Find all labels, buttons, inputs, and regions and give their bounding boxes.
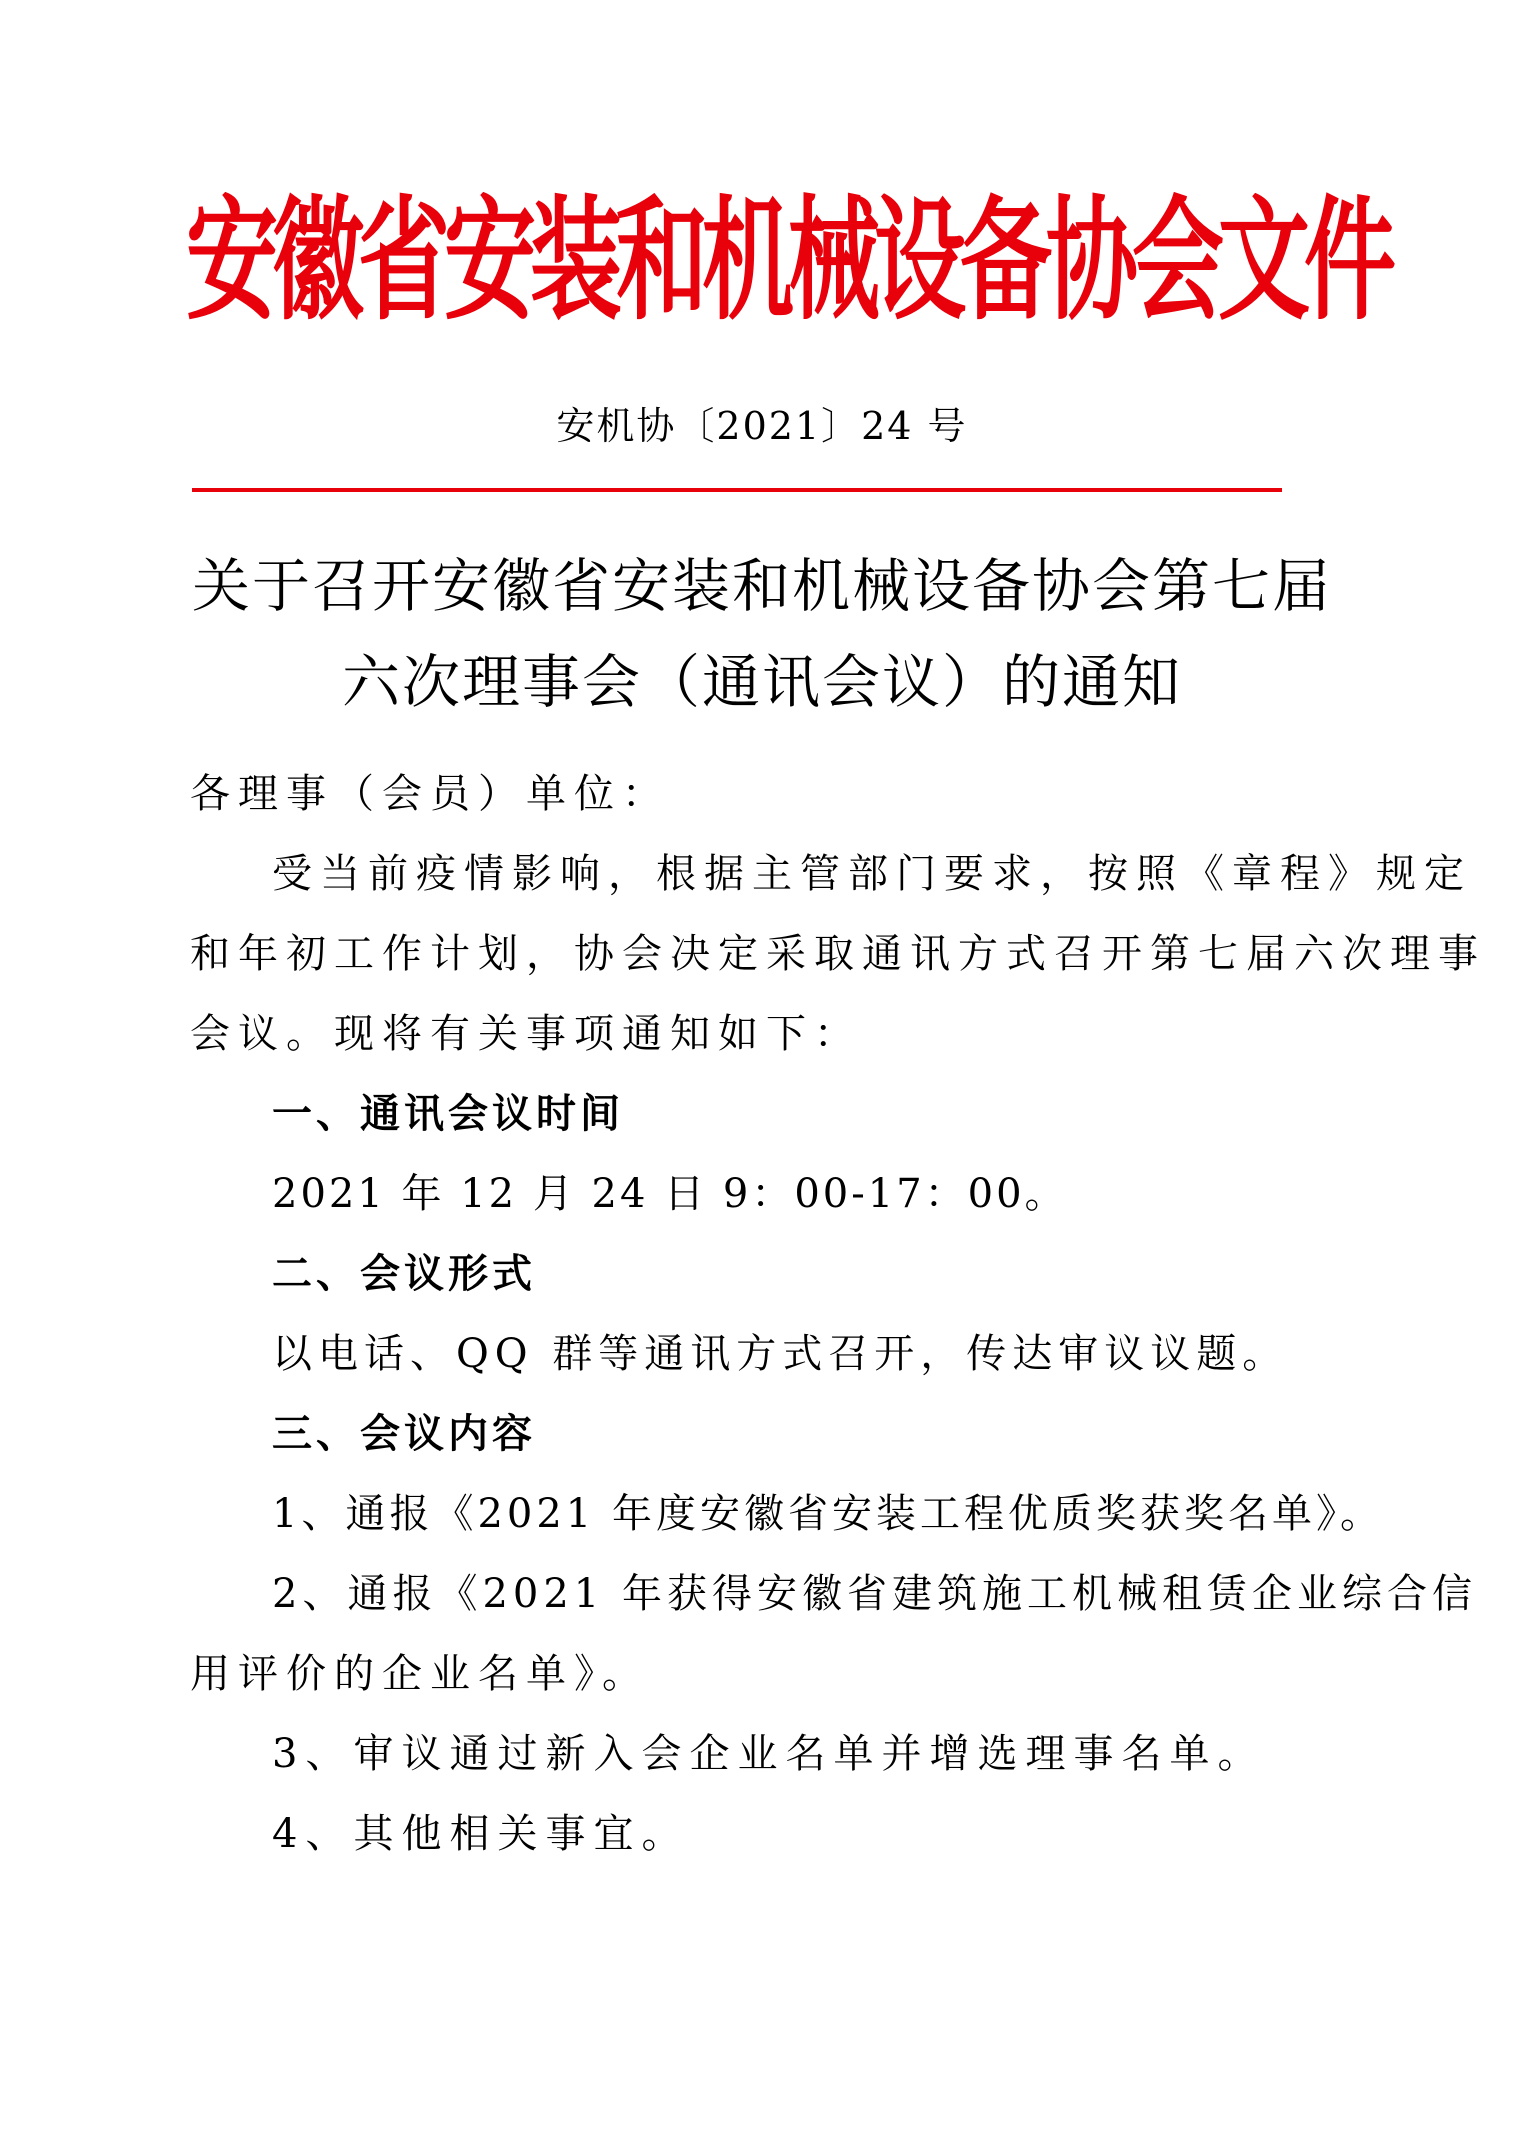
notice-title-line-1: 关于召开安徽省安装和机械设备协会第七届 <box>191 552 1332 620</box>
salutation: 各理事（会员）单位： <box>190 771 670 817</box>
document-number: 安机协〔2021〕24 号 <box>556 404 968 448</box>
section-3-heading: 三、会议内容 <box>272 1411 536 1457</box>
agenda-item-2-line-1: 2、通报《2021 年获得安徽省建筑施工机械租赁企业综合信 <box>272 1571 1477 1617</box>
section-2-heading: 二、会议形式 <box>272 1251 536 1297</box>
agenda-item-3: 3、审议通过新入会企业名单并增选理事名单。 <box>272 1731 1266 1777</box>
intro-line-3: 会议。现将有关事项通知如下： <box>190 1011 862 1057</box>
intro-line-2: 和年初工作计划，协会决定采取通讯方式召开第七届六次理事 <box>190 931 1486 977</box>
agenda-item-4: 4、其他相关事宜。 <box>272 1811 690 1857</box>
intro-line-1: 受当前疫情影响，根据主管部门要求，按照《章程》规定 <box>272 851 1472 897</box>
red-divider-rule <box>192 488 1282 492</box>
section-1-heading: 一、通讯会议时间 <box>272 1091 624 1137</box>
agenda-item-1: 1、通报《2021 年度安徽省安装工程优质奖获奖名单》。 <box>272 1491 1384 1537</box>
section-2-text: 以电话、QQ 群等通讯方式召开，传达审议议题。 <box>272 1331 1289 1377</box>
agenda-item-2-line-2: 用评价的企业名单》。 <box>190 1651 650 1697</box>
org-header-title: 安徽省安装和机械设备协会文件 <box>186 183 1391 339</box>
notice-title-line-2: 六次理事会（通讯会议）的通知 <box>341 648 1182 716</box>
section-1-text: 2021 年 12 月 24 日 9：00-17：00。 <box>272 1171 1068 1217</box>
